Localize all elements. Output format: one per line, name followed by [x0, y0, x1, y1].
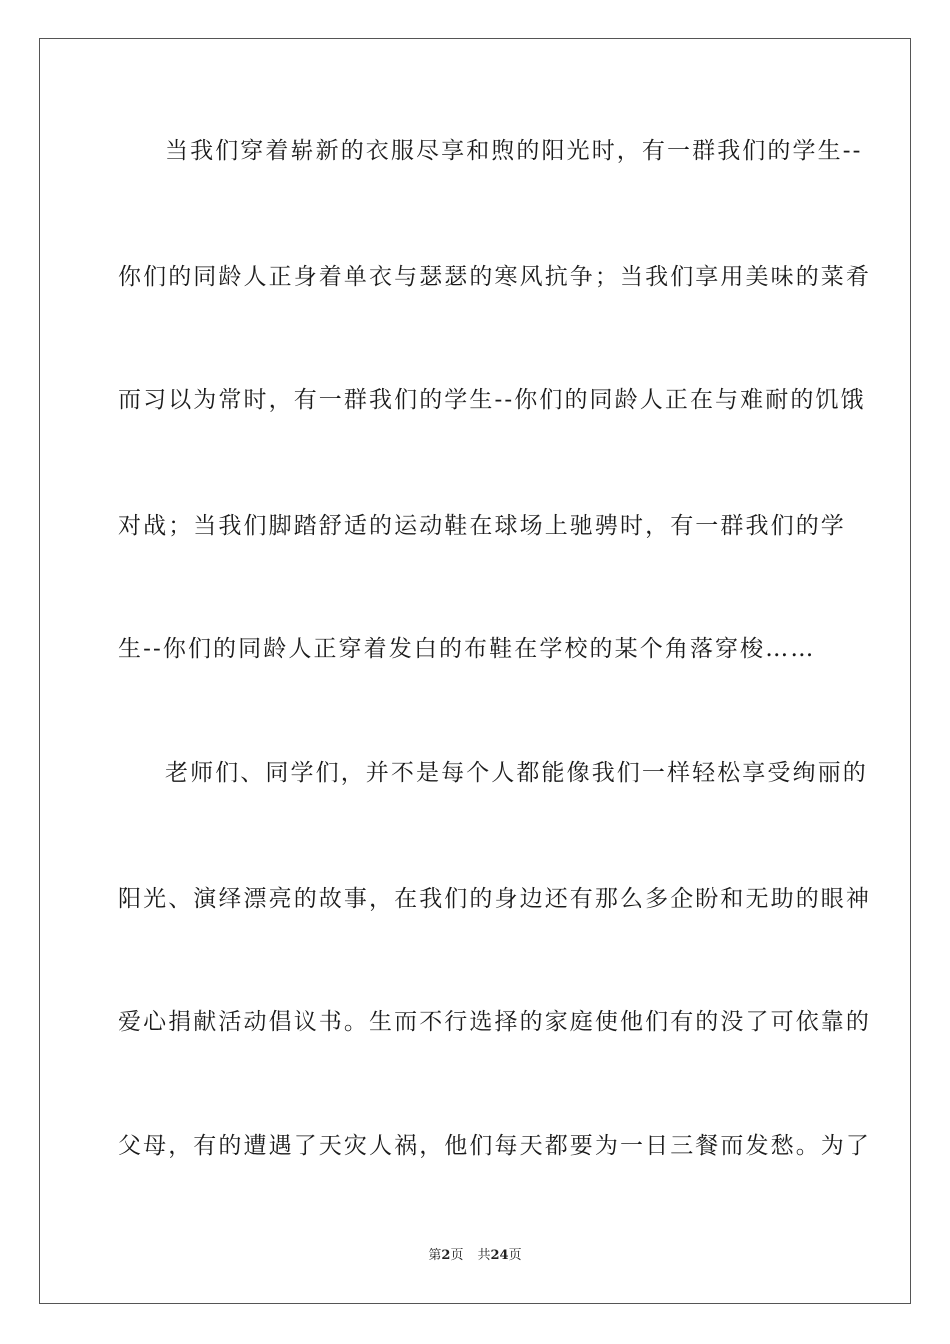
page-suffix: 页	[450, 1248, 464, 1263]
text-line-4: 对战；当我们脚踏舒适的运动鞋在球场上驰骋时，有一群我们的学	[118, 513, 846, 539]
text-line-1: 当我们穿着崭新的衣服尽享和煦的阳光时，有一群我们的学生--	[165, 138, 863, 164]
page-footer	[0, 1247, 950, 1265]
page-border	[39, 38, 911, 1304]
text-line-5: 生--你们的同龄人正穿着发白的布鞋在学校的某个角落穿梭……	[118, 636, 816, 662]
text-line-7: 阳光、演绎漂亮的故事，在我们的身边还有那么多企盼和无助的眼神	[118, 886, 871, 912]
page-number: 2	[441, 1248, 451, 1263]
text-line-6: 老师们、同学们，并不是每个人都能像我们一样轻松享受绚丽的	[165, 760, 868, 786]
text-line-9: 父母，有的遭遇了天灾人祸，他们每天都要为一日三餐而发愁。为了	[118, 1133, 871, 1159]
text-line-2: 你们的同龄人正身着单衣与瑟瑟的寒风抗争；当我们享用美味的菜肴	[118, 264, 871, 290]
text-line-3: 而习以为常时，有一群我们的学生--你们的同龄人正在与难耐的饥饿	[118, 387, 866, 413]
total-pages: 24	[490, 1248, 509, 1263]
total-prefix: 共	[477, 1248, 491, 1263]
text-line-8: 爱心捐献活动倡议书。生而不行选择的家庭使他们有的没了可依靠的	[118, 1009, 871, 1035]
total-suffix: 页	[508, 1248, 522, 1263]
page-prefix: 第	[428, 1248, 442, 1263]
